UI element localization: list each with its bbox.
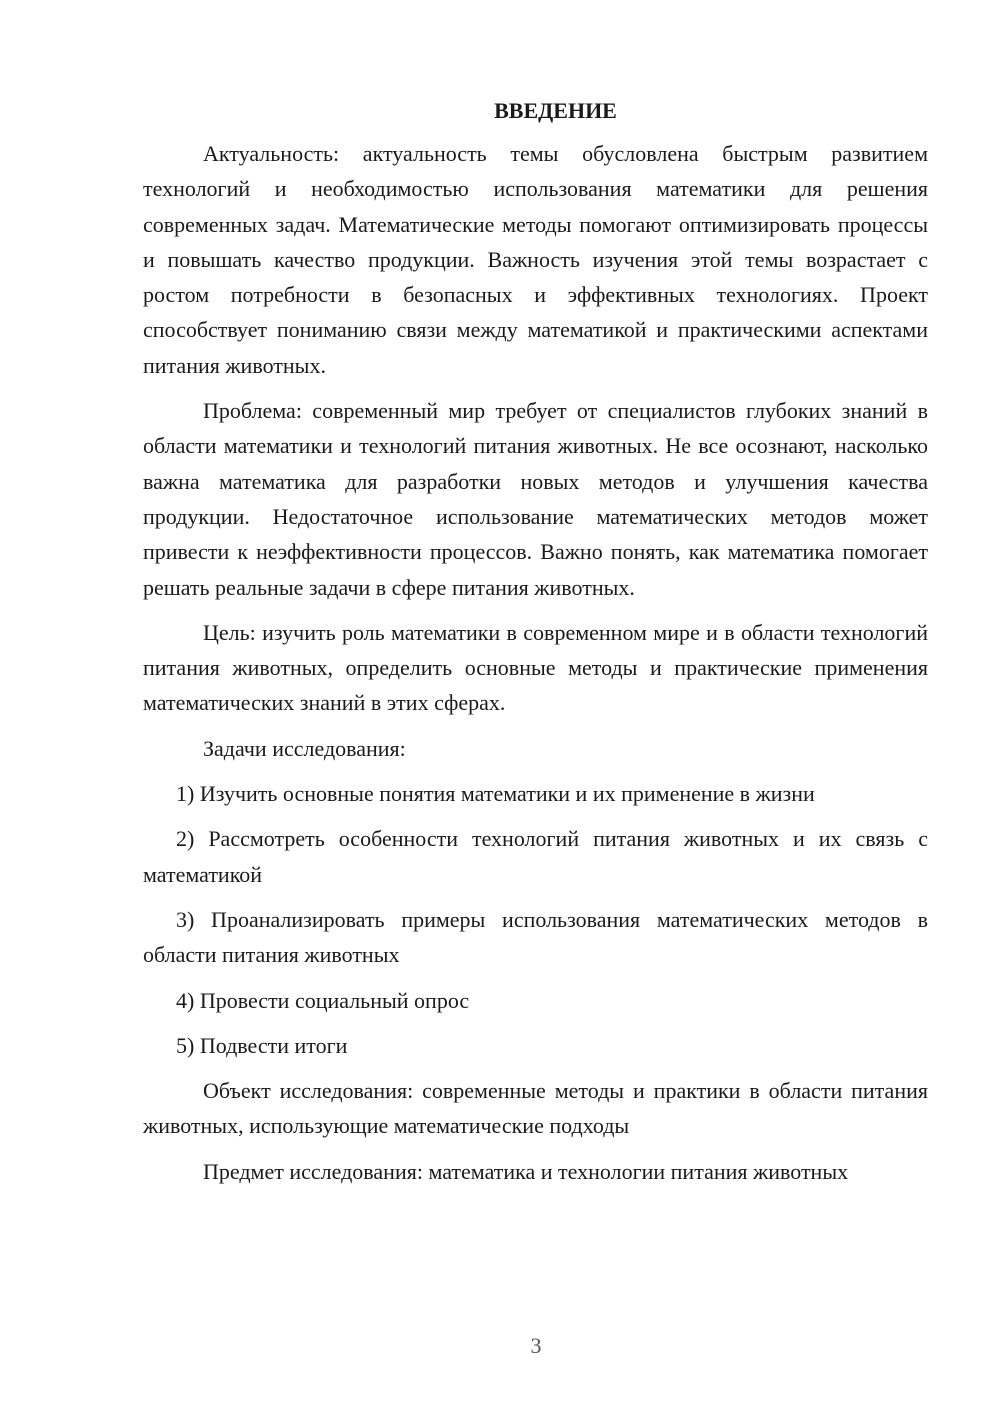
task-item-3: 3) Проанализировать примеры использования математических методов в области питания животных xyxy=(143,906,928,968)
problem-paragraph: Проблема: современный мир требует от специалистов глубоких знаний в области математики и технологий питания животных. Не все осознают, насколько важна математика для разработки новых методов и улучшения качества продукции. Недостаточное использование математических методов может привести к неэффективности процессов. Важно понять, как математика помогает решать реальные задачи в сфере питания животных. xyxy=(143,398,928,600)
task-item-1: 1) Изучить основные понятия математики и их применение в жизни xyxy=(176,781,815,807)
task-item-5: 5) Подвести итоги xyxy=(176,1032,348,1058)
relevance-paragraph: Актуальность: актуальность темы обусловлена быстрым развитием технологий и необходимостью использования математики для решения современных задач. Математические методы помогают оптимизировать процессы и повышать качество продукции. Важность изучения этой темы возрастает с ростом потребности в безопасных и эффективных технологиях. Проект способствует пониманию связи между математикой и практическими аспектами питания животных. xyxy=(143,141,928,378)
subject-paragraph: Предмет исследования: математика и технологии питания животных xyxy=(203,1158,849,1184)
goal-paragraph: Цель: изучить роль математики в современном мире и в области технологий питания животных, определить основные методы и практические применения математических знаний в этих сферах. xyxy=(143,619,928,716)
page-number: 3 xyxy=(530,1333,542,1358)
object-paragraph: Объект исследования: современные методы и практики в области питания животных, использующие математические подходы xyxy=(143,1078,928,1139)
task-item-2: 2) Рассмотреть особенности технологий питания животных и их связь с математикой xyxy=(143,826,928,887)
task-item-4: 4) Провести социальный опрос xyxy=(176,987,470,1013)
tasks-heading: Задачи исследования: xyxy=(203,735,406,761)
page-content xyxy=(143,96,928,1199)
section-title: ВВЕДЕНИЕ xyxy=(494,98,617,123)
